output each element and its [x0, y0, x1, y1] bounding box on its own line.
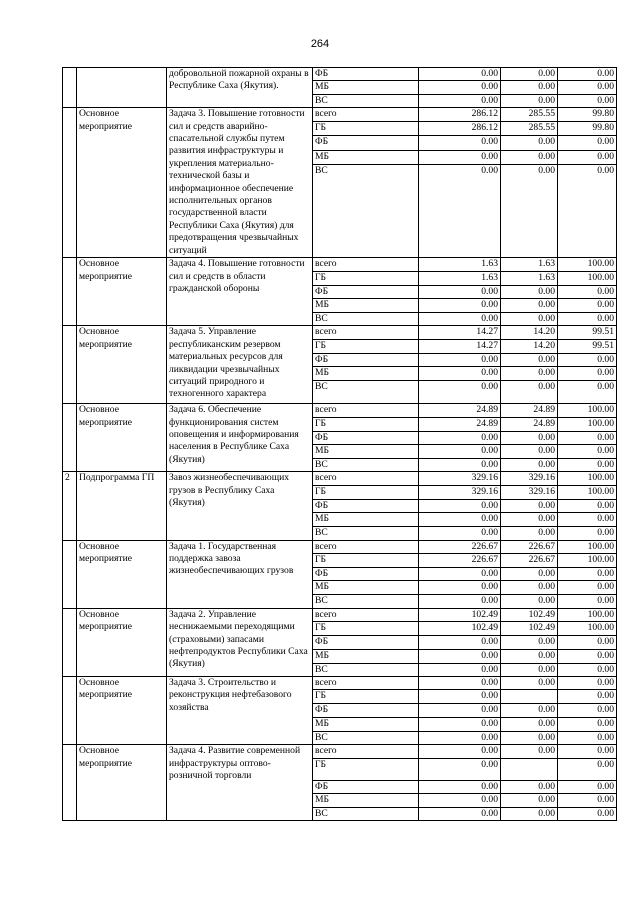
- row-number-cell: [63, 326, 77, 404]
- planned-amount-cell: 0.00: [419, 68, 501, 81]
- funding-source-cell: ВС: [313, 94, 419, 107]
- execution-percent-cell: 99.51: [558, 339, 617, 353]
- actual-amount-cell: [501, 690, 558, 704]
- task-description-cell: Задача 4. Развитие современной инфраструктуры оптово-розничной торговли: [167, 745, 313, 821]
- funding-source-cell: ФБ: [313, 704, 419, 717]
- actual-amount-cell: 0.00: [501, 136, 558, 150]
- planned-amount-cell: 0.00: [419, 499, 501, 512]
- task-description-cell: Задача 6. Обеспечение функционирования систем оповещения и информирования населения в Республике Саха (Якутия): [167, 404, 313, 472]
- actual-amount-cell: 0.00: [501, 94, 558, 107]
- funding-source-cell: ВС: [313, 164, 419, 258]
- actual-amount-cell: 1.63: [501, 258, 558, 271]
- actual-amount-cell: 0.00: [501, 745, 558, 758]
- activity-type-cell: Основное мероприятие: [77, 540, 167, 608]
- planned-amount-cell: 0.00: [419, 677, 501, 690]
- execution-percent-cell: 0.00: [558, 94, 617, 107]
- actual-amount-cell: 0.00: [501, 513, 558, 527]
- execution-percent-cell: 100.00: [558, 608, 617, 621]
- table-row: [63, 540, 617, 553]
- funding-source-cell: МБ: [313, 298, 419, 312]
- funding-source-cell: ФБ: [313, 353, 419, 366]
- activity-type-cell: Основное мероприятие: [77, 258, 167, 326]
- activity-type-cell: Основное мероприятие: [77, 326, 167, 404]
- activity-type-cell: Основное мероприятие: [77, 608, 167, 676]
- actual-amount-cell: 0.00: [501, 458, 558, 471]
- funding-source-cell: ГБ: [313, 339, 419, 353]
- execution-percent-cell: 0.00: [558, 636, 617, 649]
- actual-amount-cell: [501, 758, 558, 780]
- row-number-cell: [63, 258, 77, 326]
- execution-percent-cell: 0.00: [558, 444, 617, 458]
- actual-amount-cell: 0.00: [501, 164, 558, 258]
- planned-amount-cell: 0.00: [419, 444, 501, 458]
- funding-source-cell: ГБ: [313, 553, 419, 567]
- execution-percent-cell: 99.80: [558, 121, 617, 135]
- funding-source-cell: ВС: [313, 808, 419, 821]
- planned-amount-cell: 0.00: [419, 381, 501, 404]
- execution-percent-cell: 0.00: [558, 717, 617, 731]
- planned-amount-cell: 102.49: [419, 622, 501, 636]
- planned-amount-cell: 0.00: [419, 136, 501, 150]
- planned-amount-cell: 0.00: [419, 312, 501, 325]
- execution-percent-cell: 100.00: [558, 404, 617, 417]
- table-row: [63, 745, 617, 758]
- table-row: [63, 677, 617, 690]
- funding-source-cell: ВС: [313, 381, 419, 404]
- actual-amount-cell: 0.00: [501, 717, 558, 731]
- planned-amount-cell: 0.00: [419, 731, 501, 744]
- execution-percent-cell: 0.00: [558, 581, 617, 595]
- planned-amount-cell: 0.00: [419, 285, 501, 298]
- planned-amount-cell: 0.00: [419, 758, 501, 780]
- funding-source-cell: ВС: [313, 458, 419, 471]
- actual-amount-cell: 102.49: [501, 608, 558, 621]
- planned-amount-cell: 0.00: [419, 567, 501, 580]
- planned-amount-cell: 0.00: [419, 808, 501, 821]
- task-description-cell: Завоз жизнеобеспечивающих грузов в Республику Саха (Якутия): [167, 472, 313, 540]
- row-number-cell: 2: [63, 472, 77, 540]
- actual-amount-cell: 1.63: [501, 271, 558, 285]
- planned-amount-cell: 0.00: [419, 298, 501, 312]
- funding-source-cell: ГБ: [313, 622, 419, 636]
- execution-percent-cell: 0.00: [558, 663, 617, 676]
- execution-percent-cell: 100.00: [558, 472, 617, 485]
- task-description-cell: Задача 1. Государственная поддержка завоза жизнеобеспечивающих грузов: [167, 540, 313, 608]
- execution-percent-cell: 0.00: [558, 808, 617, 821]
- funding-source-cell: ГБ: [313, 271, 419, 285]
- execution-percent-cell: 0.00: [558, 731, 617, 744]
- table-row: [63, 108, 617, 122]
- funding-source-cell: ГБ: [313, 690, 419, 704]
- actual-amount-cell: 102.49: [501, 622, 558, 636]
- planned-amount-cell: 14.27: [419, 326, 501, 339]
- execution-percent-cell: 0.00: [558, 513, 617, 527]
- actual-amount-cell: 226.67: [501, 553, 558, 567]
- funding-source-cell: всего: [313, 540, 419, 553]
- planned-amount-cell: 0.00: [419, 94, 501, 107]
- row-number-cell: [63, 404, 77, 472]
- planned-amount-cell: 0.00: [419, 164, 501, 258]
- actual-amount-cell: 329.16: [501, 472, 558, 485]
- planned-amount-cell: 0.00: [419, 663, 501, 676]
- row-number-cell: [63, 540, 77, 608]
- execution-percent-cell: 0.00: [558, 298, 617, 312]
- task-description-cell: Задача 5. Управление республиканским резервом материальных ресурсов для ликвидации чрезвычайных ситуаций природного и техногенного характера: [167, 326, 313, 404]
- actual-amount-cell: 0.00: [501, 499, 558, 512]
- execution-percent-cell: 0.00: [558, 595, 617, 608]
- funding-source-cell: всего: [313, 326, 419, 339]
- actual-amount-cell: 0.00: [501, 677, 558, 690]
- planned-amount-cell: 0.00: [419, 649, 501, 663]
- planned-amount-cell: 0.00: [419, 595, 501, 608]
- planned-amount-cell: 286.12: [419, 121, 501, 135]
- actual-amount-cell: 0.00: [501, 381, 558, 404]
- planned-amount-cell: 0.00: [419, 81, 501, 94]
- funding-source-cell: ГБ: [313, 121, 419, 135]
- execution-percent-cell: 0.00: [558, 353, 617, 366]
- execution-percent-cell: 0.00: [558, 81, 617, 94]
- table-row: [63, 258, 617, 271]
- execution-percent-cell: 0.00: [558, 458, 617, 471]
- task-description-cell: Задача 2. Управление неснижаемыми переходящими (страховыми) запасами нефтепродуктов Республики Саха (Якутия): [167, 608, 313, 676]
- planned-amount-cell: 0.00: [419, 367, 501, 381]
- table-row: [63, 472, 617, 485]
- execution-percent-cell: 100.00: [558, 553, 617, 567]
- task-description-cell: Задача 4. Повышение готовности сил и средств в области гражданской обороны: [167, 258, 313, 326]
- page-number: 264: [310, 38, 330, 50]
- funding-source-cell: ФБ: [313, 431, 419, 444]
- actual-amount-cell: 0.00: [501, 731, 558, 744]
- actual-amount-cell: 329.16: [501, 485, 558, 499]
- execution-percent-cell: 100.00: [558, 540, 617, 553]
- task-description-cell: добровольной пожарной охраны в Республике Саха (Якутия).: [167, 68, 313, 108]
- funding-source-cell: ФБ: [313, 136, 419, 150]
- funding-source-cell: ГБ: [313, 758, 419, 780]
- funding-source-cell: МБ: [313, 444, 419, 458]
- planned-amount-cell: 226.67: [419, 540, 501, 553]
- execution-percent-cell: 0.00: [558, 285, 617, 298]
- planned-amount-cell: 0.00: [419, 690, 501, 704]
- execution-percent-cell: 0.00: [558, 527, 617, 540]
- activity-type-cell: Подпрограмма ГП: [77, 472, 167, 540]
- activity-type-cell: Основное мероприятие: [77, 108, 167, 258]
- funding-source-cell: всего: [313, 472, 419, 485]
- execution-percent-cell: 0.00: [558, 312, 617, 325]
- funding-source-cell: МБ: [313, 81, 419, 94]
- planned-amount-cell: 0.00: [419, 581, 501, 595]
- funding-source-cell: всего: [313, 745, 419, 758]
- activity-type-cell: Основное мероприятие: [77, 745, 167, 821]
- table-row: [63, 68, 617, 81]
- planned-amount-cell: 329.16: [419, 472, 501, 485]
- actual-amount-cell: 0.00: [501, 595, 558, 608]
- execution-percent-cell: 0.00: [558, 677, 617, 690]
- funding-source-cell: всего: [313, 108, 419, 122]
- execution-percent-cell: 0.00: [558, 567, 617, 580]
- execution-percent-cell: 0.00: [558, 381, 617, 404]
- actual-amount-cell: 14.20: [501, 339, 558, 353]
- task-description-cell: Задача 3. Повышение готовности сил и средств аварийно-спасательной службы путем развития инфраструктуры и укрепления материально-технической базы и информационное обеспечение исполнительных органов государственной власти Республики Саха (Якутия) для предотвращения чрезвычайных ситуаций: [167, 108, 313, 258]
- execution-percent-cell: 0.00: [558, 164, 617, 258]
- actual-amount-cell: 0.00: [501, 298, 558, 312]
- actual-amount-cell: 0.00: [501, 150, 558, 164]
- planned-amount-cell: 0.00: [419, 431, 501, 444]
- actual-amount-cell: 24.89: [501, 404, 558, 417]
- funding-source-cell: МБ: [313, 649, 419, 663]
- actual-amount-cell: 0.00: [501, 367, 558, 381]
- planned-amount-cell: 0.00: [419, 704, 501, 717]
- actual-amount-cell: 0.00: [501, 81, 558, 94]
- actual-amount-cell: 0.00: [501, 808, 558, 821]
- funding-source-cell: ФБ: [313, 68, 419, 81]
- planned-amount-cell: 0.00: [419, 636, 501, 649]
- funding-source-cell: ВС: [313, 731, 419, 744]
- execution-percent-cell: 0.00: [558, 780, 617, 793]
- table-row: [63, 404, 617, 417]
- row-number-cell: [63, 608, 77, 676]
- execution-percent-cell: 100.00: [558, 258, 617, 271]
- execution-percent-cell: 0.00: [558, 499, 617, 512]
- execution-percent-cell: 100.00: [558, 417, 617, 431]
- execution-percent-cell: 100.00: [558, 622, 617, 636]
- funding-source-cell: ВС: [313, 527, 419, 540]
- planned-amount-cell: 24.89: [419, 404, 501, 417]
- execution-percent-cell: 0.00: [558, 136, 617, 150]
- row-number-cell: [63, 745, 77, 821]
- execution-percent-cell: 100.00: [558, 485, 617, 499]
- funding-source-cell: МБ: [313, 150, 419, 164]
- funding-source-cell: всего: [313, 258, 419, 271]
- actual-amount-cell: 0.00: [501, 431, 558, 444]
- funding-source-cell: всего: [313, 404, 419, 417]
- funding-source-cell: МБ: [313, 581, 419, 595]
- funding-source-cell: ВС: [313, 312, 419, 325]
- execution-percent-cell: 0.00: [558, 367, 617, 381]
- funding-source-cell: ВС: [313, 663, 419, 676]
- task-description-cell: Задача 3. Строительство и реконструкция нефтебазового хозяйства: [167, 677, 313, 745]
- actual-amount-cell: 0.00: [501, 353, 558, 366]
- planned-amount-cell: 14.27: [419, 339, 501, 353]
- activity-type-cell: Основное мероприятие: [77, 677, 167, 745]
- row-number-cell: [63, 677, 77, 745]
- actual-amount-cell: 0.00: [501, 68, 558, 81]
- execution-percent-cell: 99.80: [558, 108, 617, 122]
- funding-source-cell: ГБ: [313, 417, 419, 431]
- execution-percent-cell: 0.00: [558, 704, 617, 717]
- actual-amount-cell: 285.55: [501, 121, 558, 135]
- execution-percent-cell: 0.00: [558, 690, 617, 704]
- planned-amount-cell: 286.12: [419, 108, 501, 122]
- planned-amount-cell: 0.00: [419, 780, 501, 793]
- actual-amount-cell: 0.00: [501, 780, 558, 793]
- execution-percent-cell: 0.00: [558, 745, 617, 758]
- planned-amount-cell: 0.00: [419, 458, 501, 471]
- funding-source-cell: МБ: [313, 513, 419, 527]
- funding-source-cell: МБ: [313, 717, 419, 731]
- actual-amount-cell: 0.00: [501, 663, 558, 676]
- activity-type-cell: [77, 68, 167, 108]
- budget-table: [62, 67, 617, 821]
- execution-percent-cell: 0.00: [558, 150, 617, 164]
- planned-amount-cell: 1.63: [419, 258, 501, 271]
- planned-amount-cell: 0.00: [419, 717, 501, 731]
- funding-source-cell: ФБ: [313, 636, 419, 649]
- actual-amount-cell: 14.20: [501, 326, 558, 339]
- planned-amount-cell: 0.00: [419, 527, 501, 540]
- row-number-cell: [63, 68, 77, 108]
- execution-percent-cell: 0.00: [558, 649, 617, 663]
- table-row: [63, 608, 617, 621]
- actual-amount-cell: 24.89: [501, 417, 558, 431]
- funding-source-cell: ВС: [313, 595, 419, 608]
- funding-source-cell: МБ: [313, 794, 419, 808]
- planned-amount-cell: 1.63: [419, 271, 501, 285]
- actual-amount-cell: 0.00: [501, 794, 558, 808]
- actual-amount-cell: 0.00: [501, 636, 558, 649]
- actual-amount-cell: 0.00: [501, 527, 558, 540]
- execution-percent-cell: 0.00: [558, 431, 617, 444]
- actual-amount-cell: 0.00: [501, 567, 558, 580]
- planned-amount-cell: 24.89: [419, 417, 501, 431]
- funding-source-cell: ФБ: [313, 567, 419, 580]
- actual-amount-cell: 0.00: [501, 312, 558, 325]
- row-number-cell: [63, 108, 77, 258]
- actual-amount-cell: 0.00: [501, 581, 558, 595]
- planned-amount-cell: 226.67: [419, 553, 501, 567]
- funding-source-cell: ГБ: [313, 485, 419, 499]
- actual-amount-cell: 285.55: [501, 108, 558, 122]
- table-row: [63, 326, 617, 339]
- execution-percent-cell: 100.00: [558, 271, 617, 285]
- planned-amount-cell: 329.16: [419, 485, 501, 499]
- planned-amount-cell: 0.00: [419, 513, 501, 527]
- execution-percent-cell: 99.51: [558, 326, 617, 339]
- actual-amount-cell: 0.00: [501, 285, 558, 298]
- execution-percent-cell: 0.00: [558, 68, 617, 81]
- actual-amount-cell: 0.00: [501, 444, 558, 458]
- planned-amount-cell: 102.49: [419, 608, 501, 621]
- planned-amount-cell: 0.00: [419, 794, 501, 808]
- funding-source-cell: всего: [313, 677, 419, 690]
- funding-source-cell: МБ: [313, 367, 419, 381]
- funding-source-cell: всего: [313, 608, 419, 621]
- activity-type-cell: Основное мероприятие: [77, 404, 167, 472]
- actual-amount-cell: 0.00: [501, 649, 558, 663]
- actual-amount-cell: 0.00: [501, 704, 558, 717]
- execution-percent-cell: 0.00: [558, 758, 617, 780]
- funding-source-cell: ФБ: [313, 780, 419, 793]
- actual-amount-cell: 226.67: [501, 540, 558, 553]
- planned-amount-cell: 0.00: [419, 745, 501, 758]
- funding-source-cell: ФБ: [313, 499, 419, 512]
- funding-source-cell: ФБ: [313, 285, 419, 298]
- planned-amount-cell: 0.00: [419, 353, 501, 366]
- execution-percent-cell: 0.00: [558, 794, 617, 808]
- planned-amount-cell: 0.00: [419, 150, 501, 164]
